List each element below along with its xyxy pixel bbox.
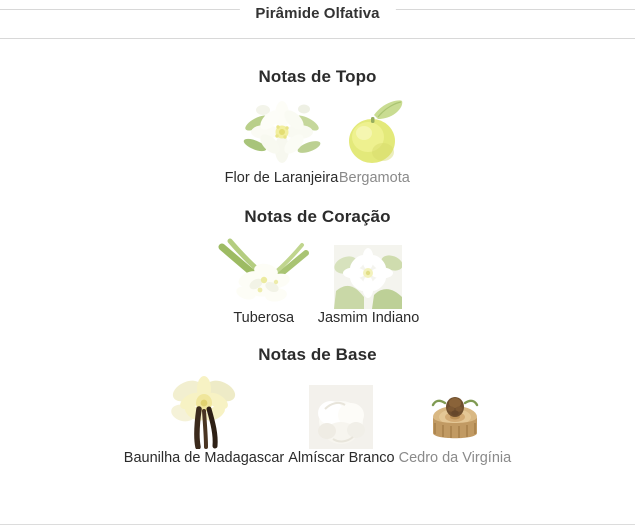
note-bergamota[interactable] — [338, 97, 410, 187]
pyramid-header — [0, 0, 635, 39]
notes-row-topo — [0, 97, 635, 187]
note-label: Cedro da Virgínia — [398, 450, 512, 466]
jasmine-icon — [334, 245, 402, 309]
note-label: Jasmim Indiano — [317, 310, 420, 326]
note-label: Tuberosa — [233, 310, 295, 326]
vanilla-icon — [171, 375, 237, 449]
olfactory-pyramid — [0, 39, 635, 467]
note-label: Baunilha de Madagascar — [123, 450, 285, 466]
section-title-coracao: Notas de Coração — [244, 207, 391, 226]
note-flor-de-laranjeira[interactable] — [225, 97, 339, 187]
bergamot-icon — [338, 97, 410, 169]
section-title-base: Notas de Base — [258, 345, 377, 364]
note-label: Bergamota — [338, 170, 410, 186]
page-title: Pirâmide Olfativa — [239, 0, 395, 28]
cedar-icon — [425, 395, 485, 449]
note-baunilha-de-madagascar[interactable] — [124, 375, 284, 467]
note-label: Almíscar Branco — [288, 450, 395, 466]
note-almiscar-branco[interactable] — [288, 385, 394, 467]
orange-blossom-icon — [237, 97, 327, 169]
note-label: Flor de Laranjeira — [224, 170, 339, 186]
section-notas-de-topo — [0, 67, 635, 187]
note-cedro-da-virginia[interactable] — [399, 395, 512, 467]
section-notas-de-base — [0, 345, 635, 467]
section-title-topo: Notas de Topo — [258, 67, 377, 86]
white-musk-icon — [309, 385, 373, 449]
tuberose-icon — [216, 237, 312, 309]
notes-row-base — [0, 375, 635, 467]
note-tuberosa[interactable] — [216, 237, 312, 327]
section-notas-de-coracao — [0, 207, 635, 327]
notes-row-coracao — [0, 237, 635, 327]
note-jasmim-indiano[interactable] — [318, 245, 420, 327]
